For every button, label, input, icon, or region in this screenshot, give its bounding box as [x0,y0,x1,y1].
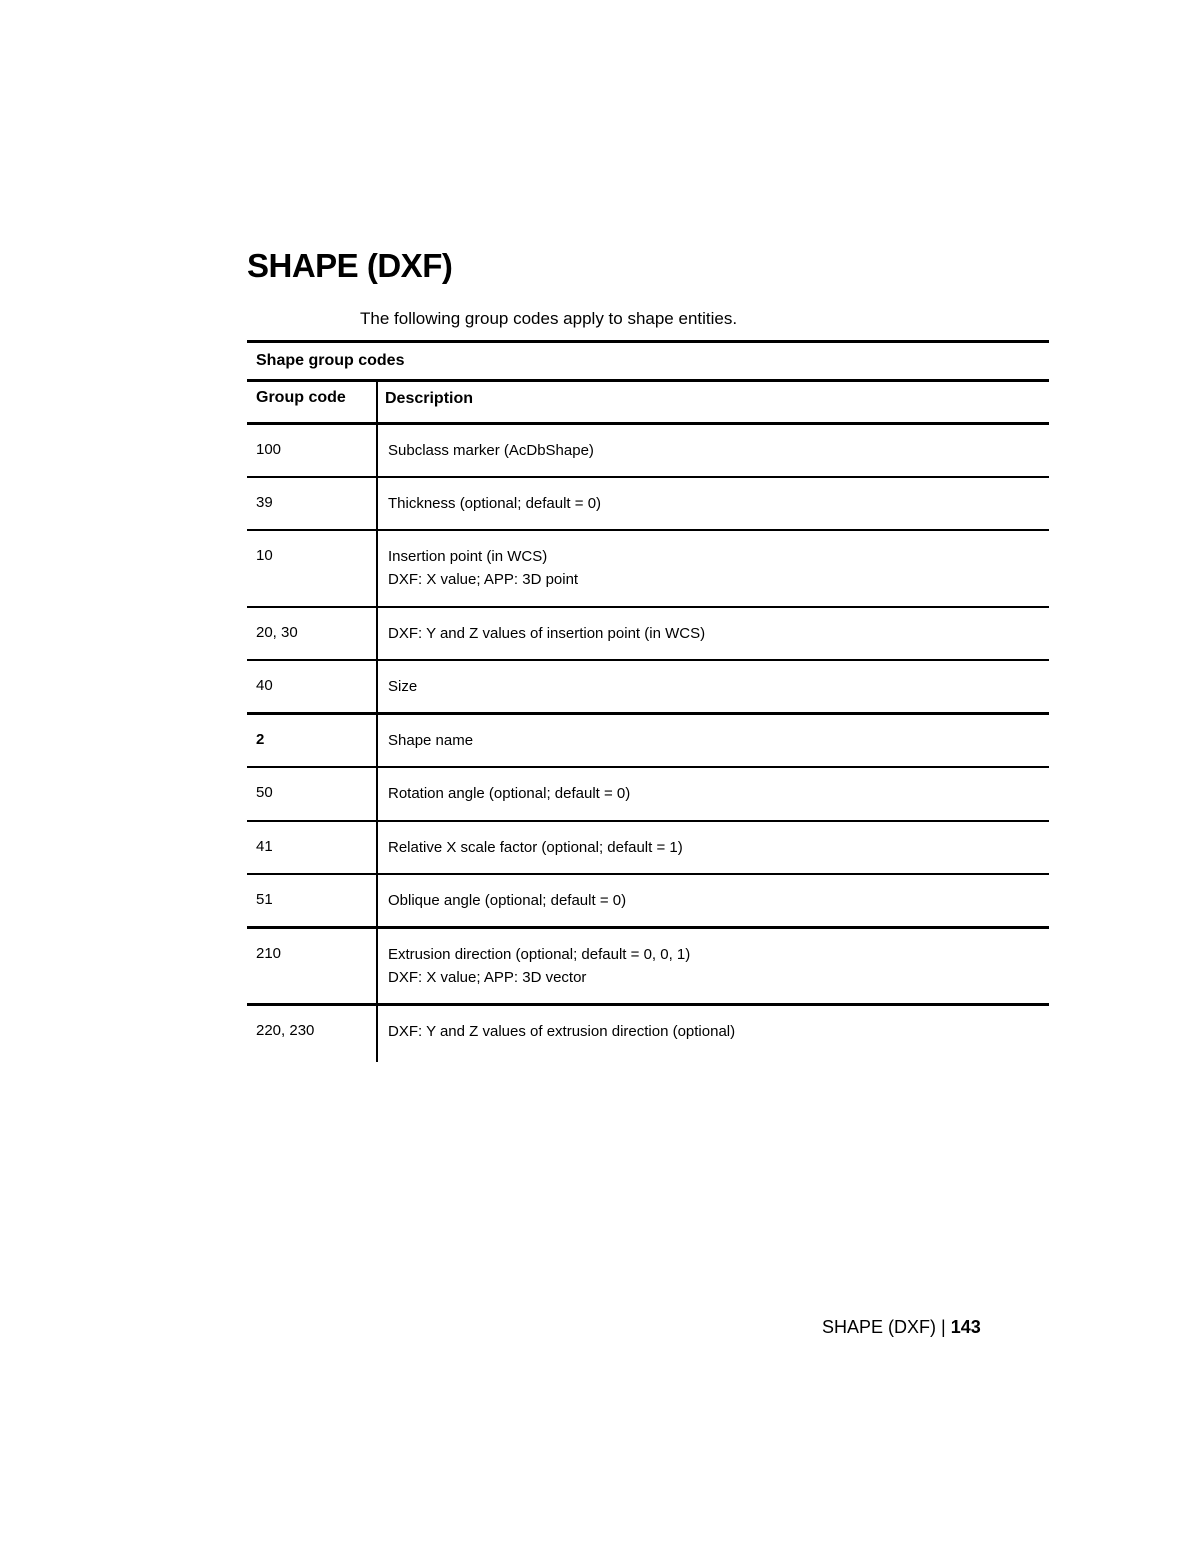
description-line: Size [388,678,418,695]
table-row [247,768,1049,822]
group-code-cell: 10 [256,547,273,564]
shape-group-codes-table [247,340,1049,1062]
description-cell [376,715,1049,766]
description-line: DXF: X value; APP: 3D point [388,571,579,588]
header-group-code: Group code [256,389,346,406]
group-code-cell: 40 [256,677,273,694]
description-line: DXF: Y and Z values of extrusion direction (optional) [388,1023,736,1040]
description-cell [376,875,1049,926]
description-line: DXF: Y and Z values of insertion point (in WCS) [388,625,706,642]
table-row [247,478,1049,531]
description-cell [376,661,1049,712]
table-row [247,531,1049,608]
header-description: Description [376,382,1049,422]
group-code-cell: 39 [256,494,273,511]
description-cell [376,929,1049,1003]
table-row [247,608,1049,661]
table-row [247,425,1049,478]
page-footer [822,1315,981,1339]
table-row [247,875,1049,929]
table-caption: Shape group codes [247,340,1049,382]
group-code-cell: 50 [256,784,273,801]
description-line: Insertion point (in WCS) [388,548,548,565]
group-code-cell: 220, 230 [256,1022,315,1039]
description-line: Rotation angle (optional; default = 0) [388,785,631,802]
footer-section-title: SHAPE (DXF) | [822,1317,946,1337]
group-code-cell: 2 [256,731,265,748]
description-cell [376,608,1049,659]
description-cell [376,768,1049,820]
table-row [247,929,1049,1006]
description-cell [376,531,1049,606]
description-line: Subclass marker (AcDbShape) [388,442,594,459]
page-number: 143 [950,1317,981,1337]
group-code-cell: 41 [256,838,273,855]
table-header-row [247,382,1049,425]
group-code-cell: 51 [256,891,273,908]
table-row [247,661,1049,715]
description-line: Shape name [388,732,474,749]
description-line: Oblique angle (optional; default = 0) [388,892,627,909]
table-row [247,715,1049,768]
table-row [247,1006,1049,1062]
table-row [247,822,1049,875]
description-cell [376,425,1049,476]
description-line: DXF: X value; APP: 3D vector [388,969,587,986]
description-cell [376,1006,1049,1062]
group-code-cell: 100 [256,441,282,458]
description-line: Extrusion direction (optional; default = 0, 0, 1) [388,946,691,963]
description-line: Relative X scale factor (optional; default = 1) [388,839,683,856]
intro-text: The following group codes apply to shape entities. [360,309,738,328]
group-code-cell: 20, 30 [256,624,298,641]
group-code-cell: 210 [256,945,282,962]
description-line: Thickness (optional; default = 0) [388,495,602,512]
description-cell [376,822,1049,873]
description-cell [376,478,1049,529]
page-title: SHAPE (DXF) [247,247,453,284]
